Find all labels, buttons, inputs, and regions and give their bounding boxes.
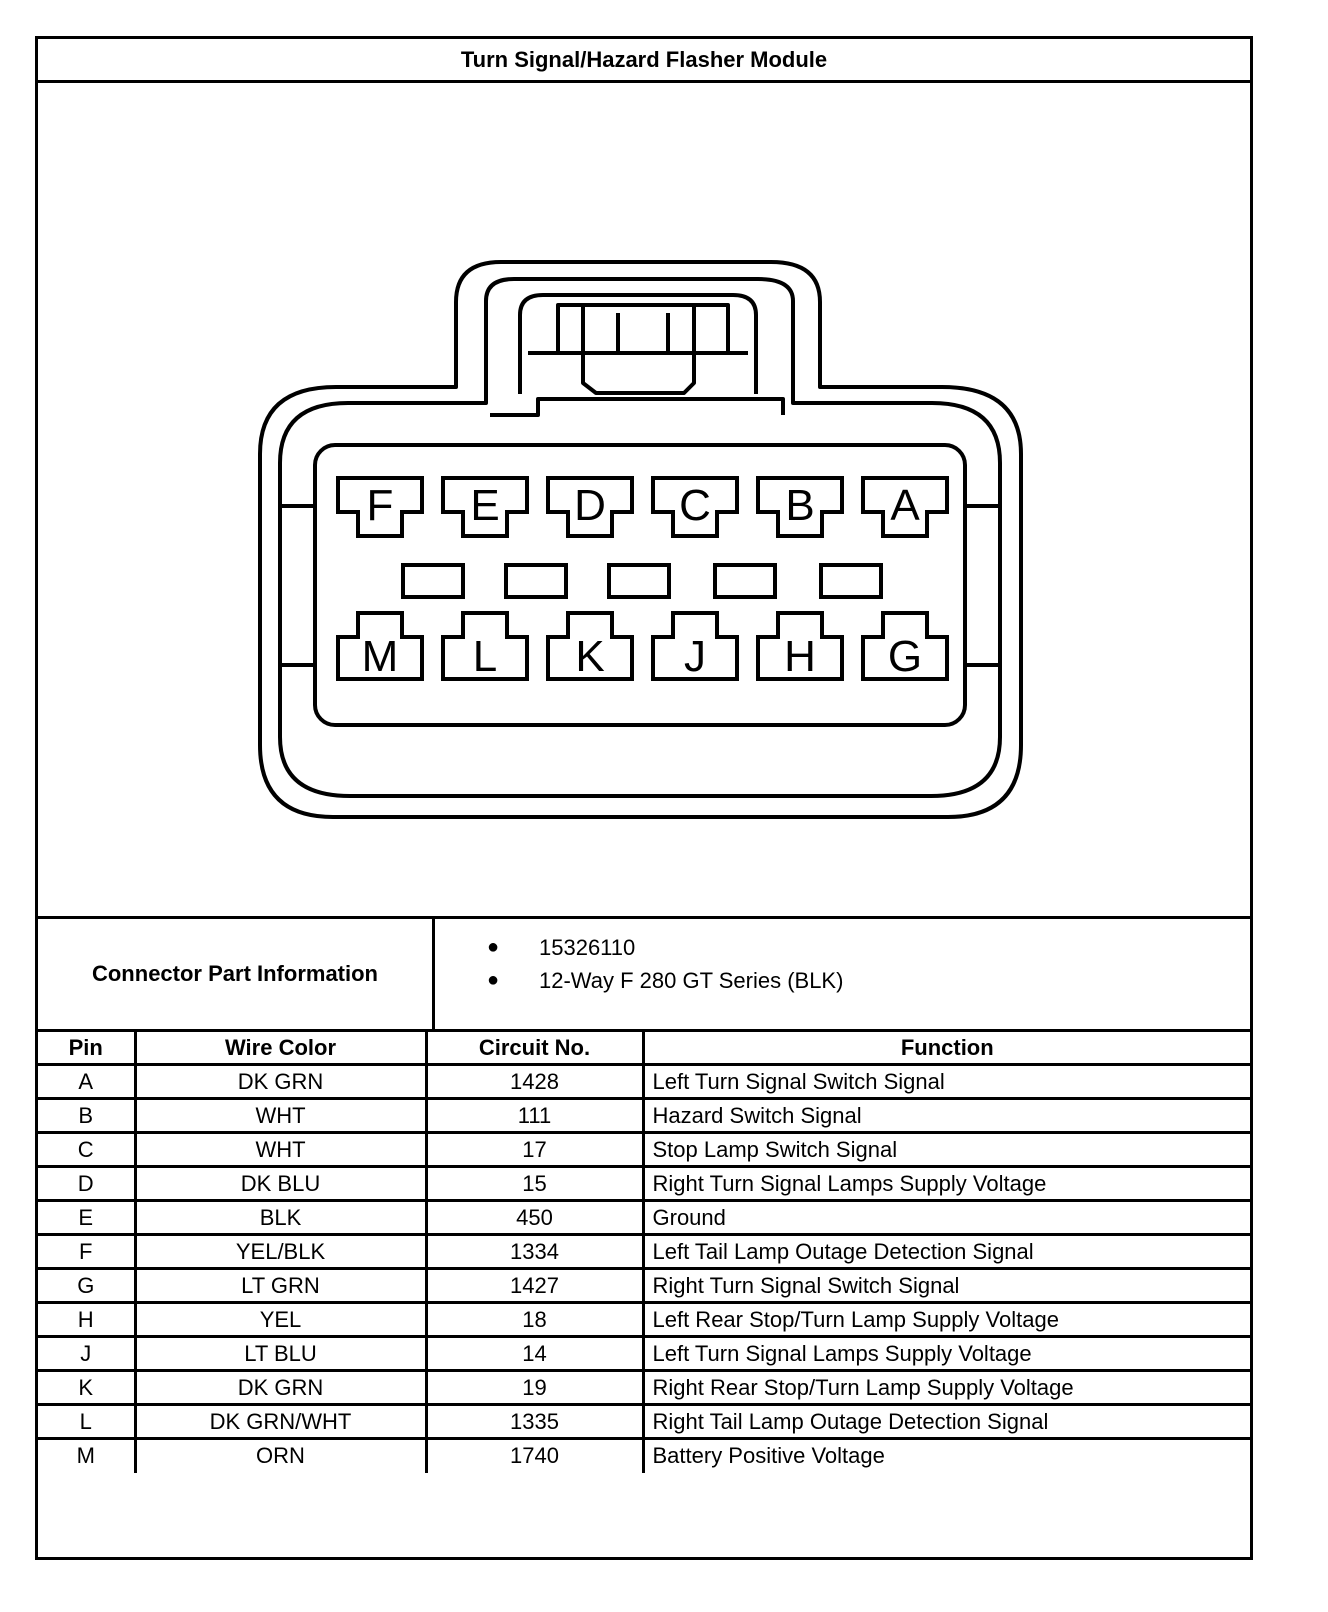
cell-circuit: 1335 (426, 1405, 643, 1439)
pin-m-cavity (338, 613, 422, 681)
table-row (38, 1201, 1250, 1235)
cell-function: Right Rear Stop/Turn Lamp Supply Voltage (643, 1371, 1250, 1405)
cell-pin: D (38, 1167, 135, 1201)
connector-drawing (38, 83, 1250, 952)
cell-function: Left Rear Stop/Turn Lamp Supply Voltage (643, 1303, 1250, 1337)
pin-label: B (785, 481, 815, 530)
pin-label: E (470, 481, 500, 530)
cell-function: Ground (643, 1201, 1250, 1235)
pin-b-cavity (758, 478, 842, 536)
header-pin: Pin (38, 1031, 135, 1065)
cell-circuit: 14 (426, 1337, 643, 1371)
connector-part-information (38, 916, 1250, 1029)
bottom-pin-row (338, 613, 947, 681)
bullet-icon: ● (487, 936, 500, 958)
table-row (38, 1303, 1250, 1337)
latch-slots (583, 305, 694, 393)
key-slot (609, 565, 669, 597)
latch-frame (520, 295, 756, 394)
cell-pin: M (38, 1439, 135, 1473)
cell-function: Right Turn Signal Lamps Supply Voltage (643, 1167, 1250, 1201)
part-info-label: Connector Part Information (38, 919, 435, 1029)
cell-pin: C (38, 1133, 135, 1167)
pin-assignment-table (38, 1029, 1250, 1473)
cell-circuit: 1740 (426, 1439, 643, 1473)
cell-circuit: 19 (426, 1371, 643, 1405)
cell-function: Left Tail Lamp Outage Detection Signal (643, 1235, 1250, 1269)
cell-circuit: 1428 (426, 1065, 643, 1099)
cell-wire-color: YEL (135, 1303, 426, 1337)
cell-function: Hazard Switch Signal (643, 1099, 1250, 1133)
pin-label: J (684, 632, 706, 681)
pin-label: K (575, 632, 605, 681)
cell-wire-color: WHT (135, 1099, 426, 1133)
key-slot (715, 565, 775, 597)
pin-k-cavity (548, 613, 632, 681)
page-title: Turn Signal/Hazard Flasher Module (38, 39, 1250, 83)
cell-circuit: 1334 (426, 1235, 643, 1269)
cell-pin: K (38, 1371, 135, 1405)
pin-c-cavity (653, 478, 737, 536)
part-info-item (487, 931, 1250, 964)
cell-function: Battery Positive Voltage (643, 1439, 1250, 1473)
pin-label: G (887, 632, 923, 681)
key-slot (403, 565, 463, 597)
cell-circuit: 111 (426, 1099, 643, 1133)
pin-g-cavity (863, 613, 947, 681)
cell-function: Stop Lamp Switch Signal (643, 1133, 1250, 1167)
key-slot (506, 565, 566, 597)
pin-l-cavity (443, 613, 527, 681)
housing-outer-outline (260, 262, 1021, 817)
table-row (38, 1167, 1250, 1201)
cell-circuit: 17 (426, 1133, 643, 1167)
cell-wire-color: DK GRN (135, 1371, 426, 1405)
pin-label: F (366, 481, 394, 530)
key-slot (821, 565, 881, 597)
part-info-list (435, 919, 1250, 1029)
cell-function: Left Turn Signal Lamps Supply Voltage (643, 1337, 1250, 1371)
cell-circuit: 1427 (426, 1269, 643, 1303)
table-row (38, 1235, 1250, 1269)
latch-base (490, 399, 783, 415)
cell-wire-color: ORN (135, 1439, 426, 1473)
connector-face-svg (38, 83, 1250, 952)
cell-pin: L (38, 1405, 135, 1439)
pin-label: C (679, 481, 711, 530)
cell-function: Right Tail Lamp Outage Detection Signal (643, 1405, 1250, 1439)
cell-circuit: 450 (426, 1201, 643, 1235)
pin-cavity-frame (315, 445, 965, 725)
cell-circuit: 15 (426, 1167, 643, 1201)
header-circuit: Circuit No. (426, 1031, 643, 1065)
table-row (38, 1439, 1250, 1473)
table-row (38, 1371, 1250, 1405)
pin-e-cavity (443, 478, 527, 536)
table-row (38, 1065, 1250, 1099)
cell-wire-color: YEL/BLK (135, 1235, 426, 1269)
cell-pin: F (38, 1235, 135, 1269)
cell-wire-color: DK GRN (135, 1065, 426, 1099)
table-row (38, 1337, 1250, 1371)
cell-circuit: 18 (426, 1303, 643, 1337)
connector-sheet (35, 36, 1253, 1560)
cell-wire-color: WHT (135, 1133, 426, 1167)
top-pin-row (338, 478, 947, 536)
cell-pin: A (38, 1065, 135, 1099)
cell-wire-color: DK BLU (135, 1167, 426, 1201)
cell-wire-color: LT BLU (135, 1337, 426, 1371)
pin-h-cavity (758, 613, 842, 681)
pin-label: M (361, 632, 399, 681)
pin-a-cavity (863, 478, 947, 536)
cell-pin: H (38, 1303, 135, 1337)
key-slot-row (403, 565, 881, 597)
part-info-item (487, 964, 1250, 997)
table-row (38, 1405, 1250, 1439)
cell-function: Left Turn Signal Switch Signal (643, 1065, 1250, 1099)
header-function: Function (643, 1031, 1250, 1065)
cell-pin: E (38, 1201, 135, 1235)
pin-d-cavity (548, 478, 632, 536)
cell-wire-color: BLK (135, 1201, 426, 1235)
cell-pin: J (38, 1337, 135, 1371)
part-number: 15326110 (539, 934, 636, 960)
cell-function: Right Turn Signal Switch Signal (643, 1269, 1250, 1303)
pin-label: H (784, 632, 816, 681)
pin-label: L (472, 632, 498, 681)
cell-pin: G (38, 1269, 135, 1303)
table-row (38, 1099, 1250, 1133)
table-row (38, 1133, 1250, 1167)
table-row (38, 1269, 1250, 1303)
table-header-row (38, 1031, 1250, 1065)
cell-wire-color: LT GRN (135, 1269, 426, 1303)
pin-label: D (574, 481, 606, 530)
pin-f-cavity (338, 478, 422, 536)
bullet-icon: ● (487, 969, 500, 991)
pin-label: A (890, 481, 920, 530)
latch-tab (528, 305, 748, 353)
cell-pin: B (38, 1099, 135, 1133)
connector-series: 12-Way F 280 GT Series (BLK) (539, 967, 844, 993)
header-wire-color: Wire Color (135, 1031, 426, 1065)
cell-wire-color: DK GRN/WHT (135, 1405, 426, 1439)
pin-j-cavity (653, 613, 737, 681)
